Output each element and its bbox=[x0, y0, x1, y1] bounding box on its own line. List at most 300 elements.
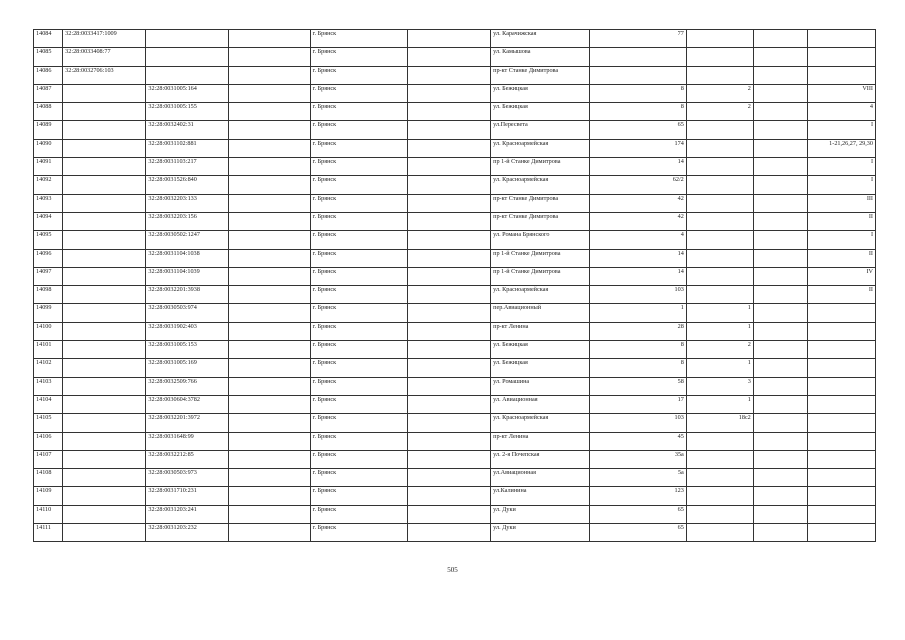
cadastral-number-premises: 32:28:0032203:156 bbox=[146, 212, 228, 230]
record-number: 14091 bbox=[34, 158, 63, 176]
empty-cell bbox=[753, 469, 807, 487]
city: г. Брянск bbox=[310, 158, 407, 176]
table-row bbox=[34, 48, 876, 66]
record-number: 14104 bbox=[34, 395, 63, 413]
street: пер.Авиационный bbox=[491, 304, 589, 322]
empty-cell bbox=[407, 121, 490, 139]
premises-number: 1-21,26,27, 29,30 bbox=[807, 139, 875, 157]
building-number bbox=[686, 121, 753, 139]
city: г. Брянск bbox=[310, 487, 407, 505]
building-number: 1 bbox=[686, 395, 753, 413]
building-number bbox=[686, 176, 753, 194]
empty-cell bbox=[753, 48, 807, 66]
table-row bbox=[34, 249, 876, 267]
empty-cell bbox=[407, 176, 490, 194]
house-number: 8 bbox=[589, 103, 686, 121]
street: ул. Дуки bbox=[491, 505, 589, 523]
empty-cell bbox=[228, 432, 310, 450]
city: г. Брянск bbox=[310, 249, 407, 267]
empty-cell bbox=[407, 66, 490, 84]
house-number: 65 bbox=[589, 505, 686, 523]
building-number bbox=[686, 48, 753, 66]
city: г. Брянск bbox=[310, 377, 407, 395]
empty-cell bbox=[753, 359, 807, 377]
street: ул. Бежицкая bbox=[491, 84, 589, 102]
empty-cell bbox=[407, 377, 490, 395]
cadastral-number-land bbox=[63, 414, 146, 432]
cadastral-number-premises: 32:28:0031203:232 bbox=[146, 524, 228, 542]
cadastral-number-premises: 32:28:0031710:231 bbox=[146, 487, 228, 505]
empty-cell bbox=[228, 84, 310, 102]
building-number: 2 bbox=[686, 103, 753, 121]
empty-cell bbox=[228, 395, 310, 413]
street: ул.Пересвета bbox=[491, 121, 589, 139]
record-number: 14109 bbox=[34, 487, 63, 505]
empty-cell bbox=[407, 212, 490, 230]
house-number: 5а bbox=[589, 469, 686, 487]
cadastral-number-land bbox=[63, 158, 146, 176]
empty-cell bbox=[753, 66, 807, 84]
cadastral-number-premises: 32:28:0031902:403 bbox=[146, 322, 228, 340]
empty-cell bbox=[228, 524, 310, 542]
house-number: 8 bbox=[589, 359, 686, 377]
building-number bbox=[686, 505, 753, 523]
premises-number: VIII bbox=[807, 84, 875, 102]
table-row bbox=[34, 158, 876, 176]
empty-cell bbox=[407, 304, 490, 322]
premises-number: I bbox=[807, 176, 875, 194]
empty-cell bbox=[228, 121, 310, 139]
house-number: 45 bbox=[589, 432, 686, 450]
premises-number: III bbox=[807, 194, 875, 212]
premises-number bbox=[807, 469, 875, 487]
house-number: 4 bbox=[589, 231, 686, 249]
cadastral-number-premises bbox=[146, 30, 228, 48]
table-row bbox=[34, 139, 876, 157]
street: ул. Авиационная bbox=[491, 395, 589, 413]
table-row bbox=[34, 432, 876, 450]
table-row bbox=[34, 450, 876, 468]
empty-cell bbox=[753, 304, 807, 322]
street: пр 1-й Станке Димитрова bbox=[491, 249, 589, 267]
city: г. Брянск bbox=[310, 341, 407, 359]
empty-cell bbox=[228, 304, 310, 322]
table-row bbox=[34, 304, 876, 322]
premises-number bbox=[807, 395, 875, 413]
empty-cell bbox=[753, 286, 807, 304]
record-number: 14099 bbox=[34, 304, 63, 322]
empty-cell bbox=[753, 505, 807, 523]
house-number: 14 bbox=[589, 249, 686, 267]
house-number: 1 bbox=[589, 304, 686, 322]
city: г. Брянск bbox=[310, 359, 407, 377]
city: г. Брянск bbox=[310, 524, 407, 542]
building-number: 2 bbox=[686, 341, 753, 359]
table-row bbox=[34, 176, 876, 194]
table-row bbox=[34, 359, 876, 377]
premises-number bbox=[807, 414, 875, 432]
cadastral-number-premises: 32:28:0032203:133 bbox=[146, 194, 228, 212]
cadastral-number-land bbox=[63, 487, 146, 505]
empty-cell bbox=[228, 505, 310, 523]
empty-cell bbox=[407, 487, 490, 505]
record-number: 14086 bbox=[34, 66, 63, 84]
street: пр-кт Станке Димитрова bbox=[491, 194, 589, 212]
empty-cell bbox=[753, 377, 807, 395]
building-number bbox=[686, 194, 753, 212]
empty-cell bbox=[753, 231, 807, 249]
house-number: 14 bbox=[589, 267, 686, 285]
city: г. Брянск bbox=[310, 176, 407, 194]
empty-cell bbox=[407, 322, 490, 340]
cadastral-number-land bbox=[63, 505, 146, 523]
record-number: 14096 bbox=[34, 249, 63, 267]
table-body bbox=[34, 30, 876, 542]
premises-number bbox=[807, 450, 875, 468]
building-number bbox=[686, 286, 753, 304]
cadastral-number-premises: 32:28:0031104:1039 bbox=[146, 267, 228, 285]
empty-cell bbox=[753, 432, 807, 450]
city: г. Брянск bbox=[310, 30, 407, 48]
empty-cell bbox=[407, 414, 490, 432]
cadastral-number-premises: 32:28:0031103:217 bbox=[146, 158, 228, 176]
premises-number: II bbox=[807, 212, 875, 230]
empty-cell bbox=[753, 267, 807, 285]
empty-cell bbox=[407, 139, 490, 157]
record-number: 14094 bbox=[34, 212, 63, 230]
cadastral-number-land bbox=[63, 450, 146, 468]
empty-cell bbox=[407, 286, 490, 304]
street: ул. Бежицкая bbox=[491, 103, 589, 121]
house-number: 174 bbox=[589, 139, 686, 157]
cadastral-number-land bbox=[63, 395, 146, 413]
record-number: 14085 bbox=[34, 48, 63, 66]
empty-cell bbox=[407, 231, 490, 249]
premises-number: 4 bbox=[807, 103, 875, 121]
street: пр 1-й Станке Димитрова bbox=[491, 267, 589, 285]
record-number: 14087 bbox=[34, 84, 63, 102]
house-number: 123 bbox=[589, 487, 686, 505]
cadastral-number-land bbox=[63, 139, 146, 157]
cadastral-number-premises: 32:28:0031104:1038 bbox=[146, 249, 228, 267]
empty-cell bbox=[753, 194, 807, 212]
empty-cell bbox=[753, 322, 807, 340]
cadastral-number-land bbox=[63, 432, 146, 450]
table-row bbox=[34, 524, 876, 542]
house-number: 58 bbox=[589, 377, 686, 395]
cadastral-number-land bbox=[63, 84, 146, 102]
street: ул.Калинина bbox=[491, 487, 589, 505]
empty-cell bbox=[407, 30, 490, 48]
empty-cell bbox=[228, 194, 310, 212]
building-number bbox=[686, 249, 753, 267]
empty-cell bbox=[228, 249, 310, 267]
cadastral-number-land bbox=[63, 469, 146, 487]
empty-cell bbox=[407, 341, 490, 359]
cadastral-number-premises: 32:28:0030503:973 bbox=[146, 469, 228, 487]
record-number: 14092 bbox=[34, 176, 63, 194]
empty-cell bbox=[407, 359, 490, 377]
table-row bbox=[34, 212, 876, 230]
house-number: 17 bbox=[589, 395, 686, 413]
record-number: 14093 bbox=[34, 194, 63, 212]
empty-cell bbox=[753, 212, 807, 230]
table-row bbox=[34, 103, 876, 121]
premises-number bbox=[807, 322, 875, 340]
record-number: 14105 bbox=[34, 414, 63, 432]
cadastral-number-land: 32:28:0032706:103 bbox=[63, 66, 146, 84]
house-number: 35а bbox=[589, 450, 686, 468]
building-number bbox=[686, 158, 753, 176]
premises-number bbox=[807, 505, 875, 523]
cadastral-number-land bbox=[63, 249, 146, 267]
cadastral-number-premises: 32:28:0031005:169 bbox=[146, 359, 228, 377]
record-number: 14088 bbox=[34, 103, 63, 121]
city: г. Брянск bbox=[310, 212, 407, 230]
empty-cell bbox=[753, 176, 807, 194]
street: пр-кт Станке Димитрова bbox=[491, 66, 589, 84]
building-number: 18с2 bbox=[686, 414, 753, 432]
empty-cell bbox=[228, 139, 310, 157]
empty-cell bbox=[407, 158, 490, 176]
building-number bbox=[686, 212, 753, 230]
empty-cell bbox=[753, 249, 807, 267]
city: г. Брянск bbox=[310, 267, 407, 285]
premises-number: II bbox=[807, 249, 875, 267]
record-number: 14107 bbox=[34, 450, 63, 468]
premises-number: II bbox=[807, 286, 875, 304]
empty-cell bbox=[228, 103, 310, 121]
cadastral-number-premises: 32:28:0031005:164 bbox=[146, 84, 228, 102]
empty-cell bbox=[753, 414, 807, 432]
building-number bbox=[686, 231, 753, 249]
premises-number: IV bbox=[807, 267, 875, 285]
street: ул. Красноармейская bbox=[491, 139, 589, 157]
empty-cell bbox=[228, 359, 310, 377]
street: пр-кт Станке Димитрова bbox=[491, 212, 589, 230]
premises-number bbox=[807, 304, 875, 322]
house-number: 42 bbox=[589, 194, 686, 212]
empty-cell bbox=[228, 267, 310, 285]
building-number bbox=[686, 487, 753, 505]
city: г. Брянск bbox=[310, 450, 407, 468]
empty-cell bbox=[228, 341, 310, 359]
street: ул. Карачижская bbox=[491, 30, 589, 48]
empty-cell bbox=[407, 524, 490, 542]
registry-table bbox=[33, 29, 876, 542]
street: пр 1-й Станке Димитрова bbox=[491, 158, 589, 176]
city: г. Брянск bbox=[310, 139, 407, 157]
street: ул. Бежицкая bbox=[491, 341, 589, 359]
cadastral-number-land bbox=[63, 267, 146, 285]
empty-cell bbox=[407, 103, 490, 121]
house-number: 28 bbox=[589, 322, 686, 340]
cadastral-number-land bbox=[63, 103, 146, 121]
premises-number bbox=[807, 66, 875, 84]
empty-cell bbox=[228, 176, 310, 194]
premises-number: I bbox=[807, 158, 875, 176]
cadastral-number-premises: 32:28:0032509:766 bbox=[146, 377, 228, 395]
cadastral-number-land bbox=[63, 304, 146, 322]
building-number: 1 bbox=[686, 359, 753, 377]
cadastral-number-premises bbox=[146, 48, 228, 66]
cadastral-number-land bbox=[63, 176, 146, 194]
building-number: 1 bbox=[686, 304, 753, 322]
house-number: 8 bbox=[589, 84, 686, 102]
table-row bbox=[34, 487, 876, 505]
record-number: 14110 bbox=[34, 505, 63, 523]
cadastral-number-land bbox=[63, 231, 146, 249]
empty-cell bbox=[407, 432, 490, 450]
empty-cell bbox=[753, 84, 807, 102]
city: г. Брянск bbox=[310, 48, 407, 66]
street: пр-кт Ленина bbox=[491, 432, 589, 450]
cadastral-number-premises: 32:28:0030604:3782 bbox=[146, 395, 228, 413]
city: г. Брянск bbox=[310, 121, 407, 139]
street: пр-кт Ленина bbox=[491, 322, 589, 340]
building-number bbox=[686, 139, 753, 157]
building-number bbox=[686, 450, 753, 468]
empty-cell bbox=[228, 286, 310, 304]
cadastral-number-land bbox=[63, 194, 146, 212]
cadastral-number-premises: 32:28:0031648:99 bbox=[146, 432, 228, 450]
page-number: 505 bbox=[447, 566, 458, 574]
cadastral-number-premises bbox=[146, 66, 228, 84]
street: ул. Ромашина bbox=[491, 377, 589, 395]
empty-cell bbox=[753, 103, 807, 121]
record-number: 14098 bbox=[34, 286, 63, 304]
empty-cell bbox=[753, 158, 807, 176]
empty-cell bbox=[407, 450, 490, 468]
cadastral-number-land bbox=[63, 322, 146, 340]
empty-cell bbox=[753, 524, 807, 542]
house-number bbox=[589, 66, 686, 84]
city: г. Брянск bbox=[310, 505, 407, 523]
cadastral-number-premises: 32:28:0031102:881 bbox=[146, 139, 228, 157]
street: ул. Романа Брянского bbox=[491, 231, 589, 249]
cadastral-number-land bbox=[63, 359, 146, 377]
house-number: 8 bbox=[589, 341, 686, 359]
city: г. Брянск bbox=[310, 66, 407, 84]
cadastral-number-premises: 32:28:0031005:153 bbox=[146, 341, 228, 359]
city: г. Брянск bbox=[310, 286, 407, 304]
record-number: 14084 bbox=[34, 30, 63, 48]
building-number bbox=[686, 267, 753, 285]
empty-cell bbox=[228, 231, 310, 249]
empty-cell bbox=[753, 341, 807, 359]
record-number: 14111 bbox=[34, 524, 63, 542]
cadastral-number-land bbox=[63, 286, 146, 304]
premises-number: I bbox=[807, 121, 875, 139]
city: г. Брянск bbox=[310, 231, 407, 249]
record-number: 14097 bbox=[34, 267, 63, 285]
record-number: 14106 bbox=[34, 432, 63, 450]
empty-cell bbox=[228, 469, 310, 487]
table-row bbox=[34, 121, 876, 139]
city: г. Брянск bbox=[310, 414, 407, 432]
table-row bbox=[34, 377, 876, 395]
house-number: 103 bbox=[589, 286, 686, 304]
cadastral-number-premises: 32:28:0030502:1247 bbox=[146, 231, 228, 249]
table-row bbox=[34, 505, 876, 523]
cadastral-number-premises: 32:28:0032402:31 bbox=[146, 121, 228, 139]
empty-cell bbox=[753, 121, 807, 139]
premises-number bbox=[807, 524, 875, 542]
house-number: 62/2 bbox=[589, 176, 686, 194]
empty-cell bbox=[228, 487, 310, 505]
city: г. Брянск bbox=[310, 304, 407, 322]
empty-cell bbox=[228, 30, 310, 48]
empty-cell bbox=[228, 66, 310, 84]
cadastral-number-premises: 32:28:0031203:241 bbox=[146, 505, 228, 523]
cadastral-number-premises: 32:28:0031526:840 bbox=[146, 176, 228, 194]
table-row bbox=[34, 66, 876, 84]
cadastral-number-land: 32:28:0033417:1009 bbox=[63, 30, 146, 48]
street: ул. Красноармейская bbox=[491, 176, 589, 194]
street: ул. Дуки bbox=[491, 524, 589, 542]
city: г. Брянск bbox=[310, 84, 407, 102]
building-number bbox=[686, 469, 753, 487]
building-number bbox=[686, 432, 753, 450]
house-number: 77 bbox=[589, 30, 686, 48]
empty-cell bbox=[228, 158, 310, 176]
building-number bbox=[686, 30, 753, 48]
street: ул.Авиационная bbox=[491, 469, 589, 487]
cadastral-number-premises: 32:28:0031005:155 bbox=[146, 103, 228, 121]
building-number: 1 bbox=[686, 322, 753, 340]
premises-number bbox=[807, 48, 875, 66]
empty-cell bbox=[407, 194, 490, 212]
city: г. Брянск bbox=[310, 322, 407, 340]
cadastral-number-land: 32:28:0033408:77 bbox=[63, 48, 146, 66]
record-number: 14102 bbox=[34, 359, 63, 377]
table-row bbox=[34, 469, 876, 487]
cadastral-number-premises: 32:28:0030503:974 bbox=[146, 304, 228, 322]
table-row bbox=[34, 231, 876, 249]
table-row bbox=[34, 286, 876, 304]
empty-cell bbox=[753, 487, 807, 505]
cadastral-number-land bbox=[63, 341, 146, 359]
city: г. Брянск bbox=[310, 103, 407, 121]
premises-number bbox=[807, 377, 875, 395]
city: г. Брянск bbox=[310, 469, 407, 487]
table-row bbox=[34, 194, 876, 212]
empty-cell bbox=[228, 450, 310, 468]
record-number: 14108 bbox=[34, 469, 63, 487]
cadastral-number-premises: 32:28:0032201:3972 bbox=[146, 414, 228, 432]
table-row bbox=[34, 30, 876, 48]
building-number bbox=[686, 524, 753, 542]
empty-cell bbox=[228, 48, 310, 66]
empty-cell bbox=[407, 395, 490, 413]
building-number: 2 bbox=[686, 84, 753, 102]
street: ул. Красноармейская bbox=[491, 286, 589, 304]
cadastral-number-land bbox=[63, 524, 146, 542]
table-row bbox=[34, 322, 876, 340]
record-number: 14090 bbox=[34, 139, 63, 157]
street: ул. Бежицкая bbox=[491, 359, 589, 377]
city: г. Брянск bbox=[310, 194, 407, 212]
house-number: 42 bbox=[589, 212, 686, 230]
empty-cell bbox=[407, 249, 490, 267]
premises-number bbox=[807, 341, 875, 359]
empty-cell bbox=[228, 377, 310, 395]
premises-number: I bbox=[807, 231, 875, 249]
building-number bbox=[686, 66, 753, 84]
city: г. Брянск bbox=[310, 395, 407, 413]
house-number: 65 bbox=[589, 524, 686, 542]
house-number bbox=[589, 48, 686, 66]
